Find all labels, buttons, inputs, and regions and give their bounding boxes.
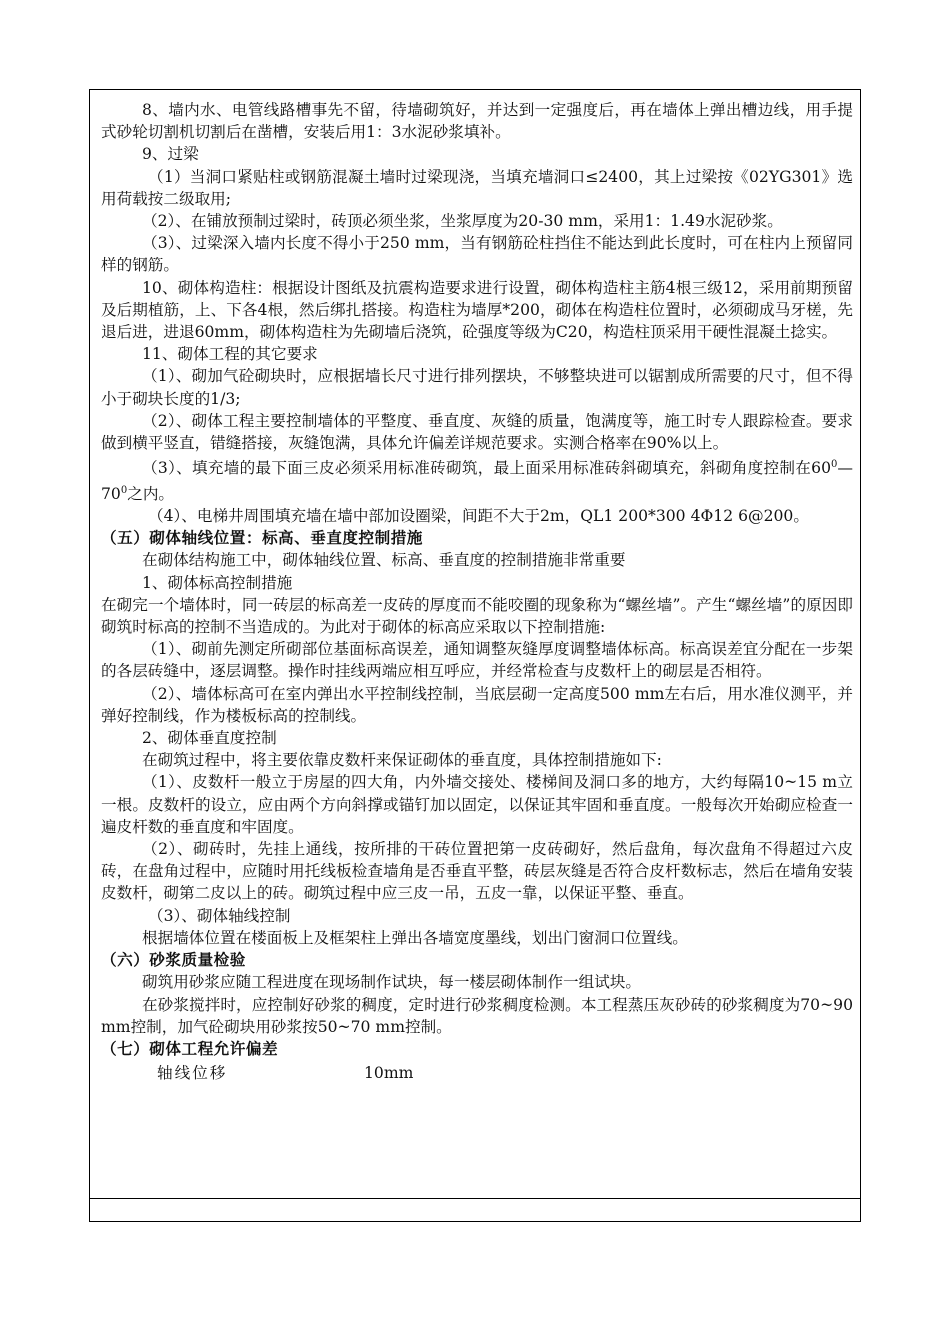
document-body <box>101 99 853 1084</box>
paragraph-wall-pipes: 8、墙内水、电管线路槽事先不留，待墙砌筑好，并达到一定强度后，再在墙体上弹出槽边线，用手提式砂轮切割机切割后在凿槽，安装后用1：3水泥砂浆填补。 <box>101 101 853 142</box>
section-heading-7: （七）砌体工程允许偏差 <box>101 1038 279 1058</box>
paragraph-verticality-2: （2）、砌砖时，先挂上通线，按所排的干砖位置把第一皮砖砌好，然后盘角，每次盘角不得超过六皮砖，在盘角过程中，应随时用托线板检查墙角是否垂直平整，砖层灰缝是否符合皮杆数标志，然后在墙角安装皮数杆，砌第二皮以上的砖。砌筑过程中应三皮一吊，五皮一靠，以保证平整、垂直。 <box>101 840 853 903</box>
paragraph-other-3-end: 之内。 <box>127 484 175 503</box>
paragraph-mortar-1: 砌筑用砂浆应随工程进度在现场制作试块，每一楼层砌体制作一组试块。 <box>142 973 642 992</box>
section-heading-5: （五）砌体轴线位置：标高、垂直度控制措施 <box>101 528 423 548</box>
paragraph-other-4: （4）、电梯井周围填充墙在墙中部加设圈梁，间距不大于2m，QL1 200*300 4Φ12 6@200。 <box>148 507 809 526</box>
heading-elevation-control: 1、砌体标高控制措施 <box>142 573 293 592</box>
paragraph-other-3-text: （3）、填充墙的最下面三皮必须采用标准砖砌筑，最上面采用标准砖斜砌填充，斜砌角度控制在60 <box>142 459 832 478</box>
section-heading-6: （六）砂浆质量检验 <box>101 950 246 970</box>
paragraph-lintel-1: （1）当洞口紧贴柱或钢筋混凝土墙时过梁现浇，当填充墙洞口≤2400，其上过梁按《02YG301》选用荷载按二级取用; <box>101 167 853 208</box>
heading-verticality-control: 2、砌体垂直度控制 <box>142 729 277 748</box>
paragraph-elevation-1: （1）、砌前先测定所砌部位基面标高误差，通知调整灰缝厚度调整墙体标高。标高误差宜分配在一步架的各层砖缝中，逐层调整。操作时挂线两端应相互呼应，并经常检查与皮数杆上的砌层是否相符。 <box>101 640 853 681</box>
paragraph-other-3 <box>101 454 853 505</box>
paragraph-lintel-2: （2）、在铺放预制过梁时，砖顶必须坐浆，坐浆厚度为20-30 mm，采用1：1.49水泥砂浆。 <box>142 212 783 231</box>
paragraph-other-3-range: —70 <box>101 459 853 503</box>
heading-axis-control: （3）、砌体轴线控制 <box>148 906 291 925</box>
paragraph-verticality-intro: 在砌筑过程中，将主要依靠皮数杆来保证砌体的垂直度，具体控制措施如下: <box>142 751 662 770</box>
paragraph-structural-column: 10、砌体构造柱：根据设计图纸及抗震构造要求进行设置，砌体构造柱主筋4根三级12，采用前期预留及后期植筋，上、下各4根，然后绑扎搭接。构造柱为墙厚*200，砌体在构造柱位置时，必须砌成马牙槎，先退后进，进退60mm，砌体构造柱为先砌墙后浇筑，砼强度等级为C20，构造柱顶采用干硬性混凝土捻实。 <box>101 278 853 342</box>
paragraph-axis-control: 根据墙体位置在楼面板上及框架柱上弹出各墙宽度墨线，划出门窗洞口位置线。 <box>142 928 688 947</box>
paragraph-mortar-2: 在砂浆搅拌时，应控制好砂浆的稠度，定时进行砂浆稠度检测。本工程蒸压灰砂砖的砂浆稠度为70~90 mm控制，加气砼砌块用砂浆按50~70 mm控制。 <box>101 995 853 1036</box>
degree-superscript: 0 <box>120 484 128 496</box>
paragraph-other-2: （2）、砌体工程主要控制墙体的平整度、垂直度、灰缝的质量，饱满度等，施工时专人跟踪检查。要求做到横平竖直，错缝搭接，灰缝饱满，具体允许偏差详规范要求。实测合格率在90%以上。 <box>101 411 853 453</box>
deviation-value: 10mm <box>364 1064 414 1083</box>
deviation-row <box>101 1062 853 1084</box>
degree-superscript: 0 <box>831 459 838 471</box>
table-divider-line <box>89 1198 861 1199</box>
heading-other-requirements: 11、砌体工程的其它要求 <box>142 345 318 364</box>
paragraph-other-1: （1）、砌加气砼砌块时，应根据墙长尺寸进行排列摆块，不够整块进可以锯割成所需要的尺寸，但不得小于砌块长度的1/3; <box>101 367 853 408</box>
paragraph-lintel-3: （3）、过梁深入墙内长度不得小于250 mm，当有钢筋砼柱挡住不能达到此长度时，可在柱内上预留同样的钢筋。 <box>101 234 853 275</box>
paragraph-screw-wall: 在砌完一个墙体时，同一砖层的标高差一皮砖的厚度而不能咬圈的现象称为“螺丝墙”。产生“螺丝墙”的原因即砌筑时标高的控制不当造成的。为此对于砌体的标高应采取以下控制措施: <box>101 595 853 637</box>
paragraph-elevation-2: （2）、墙体标高可在室内弹出水平控制线控制，当底层砌一定高度500 mm左右后，用水准仪测平，并弹好控制线，作为楼板标高的控制线。 <box>101 684 853 725</box>
paragraph-control-intro: 在砌体结构施工中，砌体轴线位置、标高、垂直度的控制措施非常重要 <box>142 551 626 570</box>
heading-lintel: 9、过梁 <box>142 145 199 164</box>
paragraph-verticality-1: （1）、皮数杆一般立于房屋的四大角，内外墙交接处、楼梯间及洞口多的地方，大约每隔10~15 m立一根。皮数杆的设立，应由两个方向斜撑或锚钉加以固定，以保证其牢固和垂直度。一般每次开始砌应检查一遍皮杆数的垂直度和牢固度。 <box>101 773 853 836</box>
deviation-label: 轴线位移 <box>157 1064 228 1083</box>
